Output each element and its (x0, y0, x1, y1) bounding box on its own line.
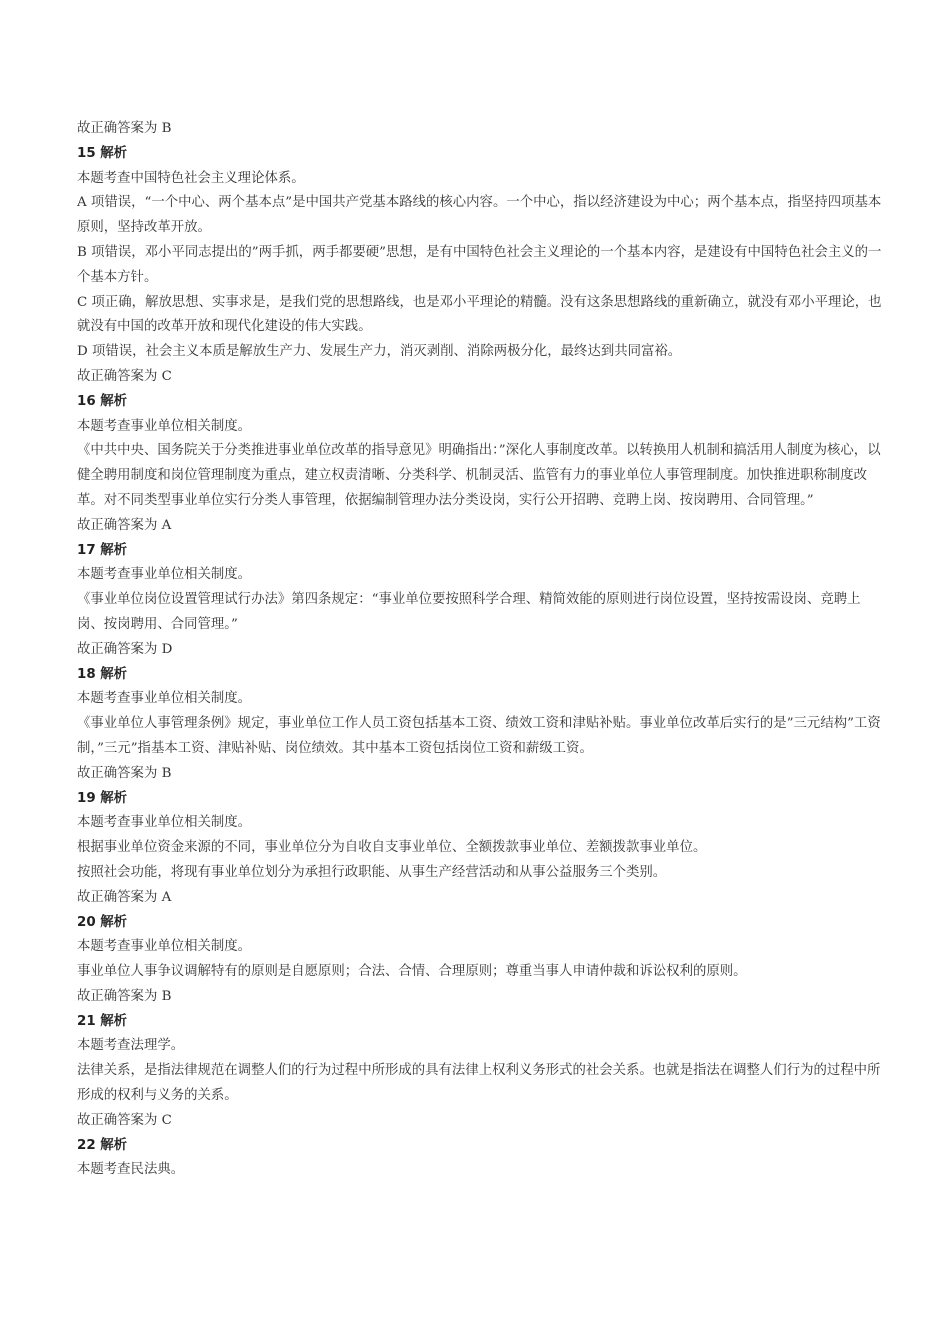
topic-line: 本题考查事业单位相关制度。 (77, 691, 252, 707)
section-heading-22: 22 解析 (77, 1137, 128, 1153)
answer-line: 故正确答案为 C (77, 1112, 172, 1128)
topic-line: 本题考查中国特色社会主义理论体系。 (77, 170, 305, 186)
answer-line: 故正确答案为 D (77, 641, 173, 657)
topic-line: 本题考查民法典。 (77, 1162, 185, 1178)
section-heading-19: 19 解析 (77, 790, 128, 806)
paragraph: 事业单位人事争议调解特有的原则是自愿原则；合法、合情、合理原则；尊重当事人申请仲裁和诉讼权利的原则。 (77, 964, 747, 980)
section-heading-17: 17 解析 (77, 542, 128, 558)
paragraph: C 项正确，解放思想、实事求是，是我们党的思想路线，也是邓小平理论的精髓。没有这条思想路线的重新确立，就没有邓小平理论，也就没有中国的改革开放和现代化建设的伟大实践。 (77, 294, 882, 335)
paragraph: 法律关系，是指法律规范在调整人们的行为过程中所形成的具有法律上权利义务形式的社会关系。也就是指法在调整人们行为的过程中所形成的权利与义务的关系。 (77, 1063, 881, 1104)
answer-line: 故正确答案为 C (77, 368, 172, 384)
section-heading-16: 16 解析 (77, 393, 128, 409)
topic-line: 本题考查事业单位相关制度。 (77, 567, 252, 583)
topic-line: 本题考查事业单位相关制度。 (77, 815, 252, 831)
paragraph: D 项错误，社会主义本质是解放生产力、发展生产力，消灭剥削、消除两极分化，最终达到共同富裕。 (77, 344, 682, 360)
answer-line: 故正确答案为 B (77, 765, 172, 781)
paragraph: B 项错误，邓小平同志提出的”两手抓，两手都要硬”思想，是有中国特色社会主义理论的一个基本内容，是建设有中国特色社会主义的一个基本方针。 (77, 244, 882, 285)
topic-line: 本题考查事业单位相关制度。 (77, 939, 252, 955)
paragraph: 《中共中央、国务院关于分类推进事业单位改革的指导意见》明确指出：”深化人事制度改革。以转换用人机制和搞活用人制度为核心，以健全聘用制度和岗位管理制度为重点，建立权责清晰、分类科学、机制灵活、监管有力的事业单位人事管理制度。加快推进职称制度改革。对不同类型事业单位实行分类人事管理，依据编制管理办法分类设岗，实行公开招聘、竞聘上岗、按岗聘用、合同管理。” (77, 443, 881, 508)
paragraph: 根据事业单位资金来源的不同，事业单位分为自收自支事业单位、全额拨款事业单位、差额拨款事业单位。 (77, 840, 707, 856)
paragraph: 按照社会功能，将现有事业单位划分为承担行政职能、从事生产经营活动和从事公益服务三个类别。 (77, 864, 667, 880)
section-heading-18: 18 解析 (77, 666, 128, 682)
answer-line: 故正确答案为 B (77, 121, 172, 136)
section-heading-15: 15 解析 (77, 145, 128, 161)
topic-line: 本题考查法理学。 (77, 1038, 185, 1054)
answer-line: 故正确答案为 A (77, 517, 172, 533)
paragraph: 《事业单位人事管理条例》规定，事业单位工作人员工资包括基本工资、绩效工资和津贴补贴。事业单位改革后实行的是”三元结构”工资制，”三元”指基本工资、津贴补贴、岗位绩效。其中基本工资包括岗位工资和薪级工资。 (77, 716, 881, 756)
section-heading-21: 21 解析 (77, 1013, 128, 1029)
section-heading-20: 20 解析 (77, 914, 128, 930)
paragraph: A 项错误，“一个中心、两个基本点”是中国共产党基本路线的核心内容。一个中心，指以经济建设为中心；两个基本点，指坚持四项基本原则，坚持改革开放。 (77, 195, 882, 236)
answer-line: 故正确答案为 B (77, 988, 172, 1004)
document-body (77, 117, 883, 1183)
answer-line: 故正确答案为 A (77, 889, 172, 905)
paragraph: 《事业单位岗位设置管理试行办法》第四条规定：“事业单位要按照科学合理、精简效能的原则进行岗位设置，坚持按需设岗、竞聘上岗、按岗聘用、合同管理。” (77, 592, 861, 632)
topic-line: 本题考查事业单位相关制度。 (77, 418, 252, 434)
